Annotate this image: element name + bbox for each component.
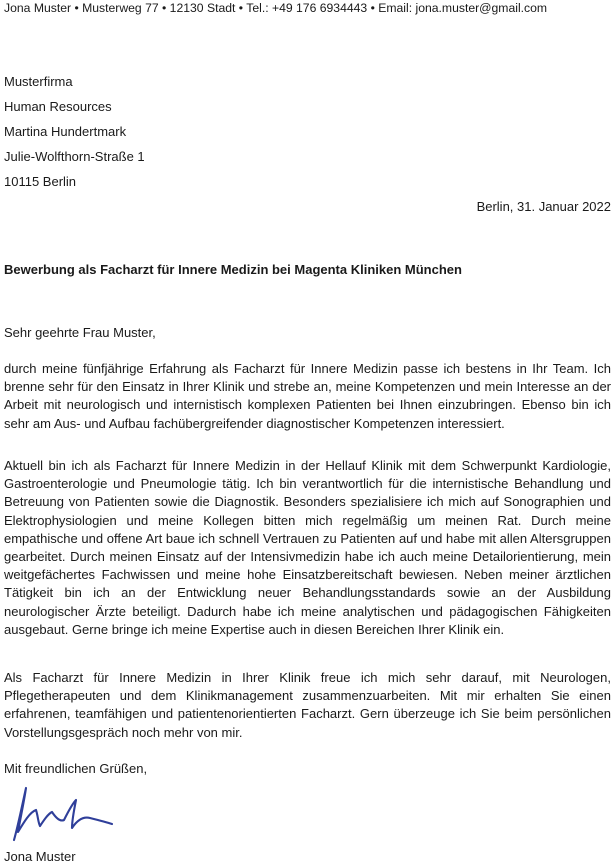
sender-contact-line: Jona Muster • Musterweg 77 • 12130 Stadt • Tel.: +49 176 6934443 • Email: jona.muster@gmail.com bbox=[4, 1, 548, 15]
recipient-company: Musterfirma bbox=[4, 74, 73, 89]
recipient-city: 10115 Berlin bbox=[4, 174, 77, 189]
recipient-address bbox=[4, 74, 145, 199]
closing-phrase: Mit freundlichen Grüßen, bbox=[4, 761, 148, 776]
recipient-name: Martina Hundertmark bbox=[4, 124, 127, 139]
signer-name: Jona Muster bbox=[4, 849, 76, 864]
letter-subject: Bewerbung als Facharzt für Innere Medizin bei Magenta Kliniken München bbox=[4, 262, 462, 277]
body-paragraph-3: Als Facharzt für Innere Medizin in Ihrer Klinik freue ich mich sehr darauf, mit Neurologen, Pflegetherapeuten und dem Klinikmanagement zusammenzuarbeiten. Mit mir erhalten Sie einen erfahrenen, teamfähigen und patientenorientierten Facharzt. Gern überzeuge ich Sie beim persönlichen Vorstellungsgespräch noch mehr von mir. bbox=[4, 670, 611, 740]
body-paragraph-1: durch meine fünfjährige Erfahrung als Facharzt für Innere Medizin passe ich bestens in Ihr Team. Ich brenne sehr für den Einsatz in Ihrer Klinik und strebe an, meine Kompetenzen und mein Interesse an der Arbeit mit neurologisch und internistisch komplexen Patienten bei Ihnen einzubringen. Ebenso bin ich sehr am Aus- und Aufbau fachübergreifender diagnostischer Kompetenzen interessiert. bbox=[4, 361, 611, 431]
body-paragraph-2: Aktuell bin ich als Facharzt für Innere Medizin in der Hellauf Klinik mit dem Schwerpunkt Kardiologie, Gastroenterologie und Pneumologie tätig. Ich bin verantwortlich für die internistische Behandlung und Betreuung von Patienten sowie die Diagnostik. Besonders spezialisiere ich mich auf Sonographien und Elektrophysiologien und meine Kollegen bitten mich regelmäßig um meinen Rat. Durch meine empathische und offene Art baue ich schnell Vertrauen zu Patienten auf und habe mit allen Altersgruppen gearbeitet. Durch meinen Einsatz auf der Intensivmedizin habe ich auch meine Detailorientierung, mein weitgefächertes Fachwissen und meine hohe Einsatzbereitschaft bewiesen. Neben meiner ärztlichen Tätigkeit bin ich an der Entwicklung neuer Behandlungsstandards sowie an der Ausbildung neurologischer Ärzte beteiligt. Dadurch habe ich meine analytischen und pädagogischen Fähigkeiten ausgebaut. Gerne bringe ich meine Expertise auch in diesen Bereichen Ihrer Klinik ein. bbox=[4, 458, 611, 637]
recipient-department: Human Resources bbox=[4, 99, 112, 114]
recipient-street: Julie-Wolfthorn-Straße 1 bbox=[4, 149, 145, 164]
letter-date: Berlin, 31. Januar 2022 bbox=[476, 199, 611, 214]
signature-icon bbox=[2, 782, 117, 844]
signature-stroke bbox=[14, 788, 112, 840]
salutation: Sehr geehrte Frau Muster, bbox=[4, 325, 156, 340]
